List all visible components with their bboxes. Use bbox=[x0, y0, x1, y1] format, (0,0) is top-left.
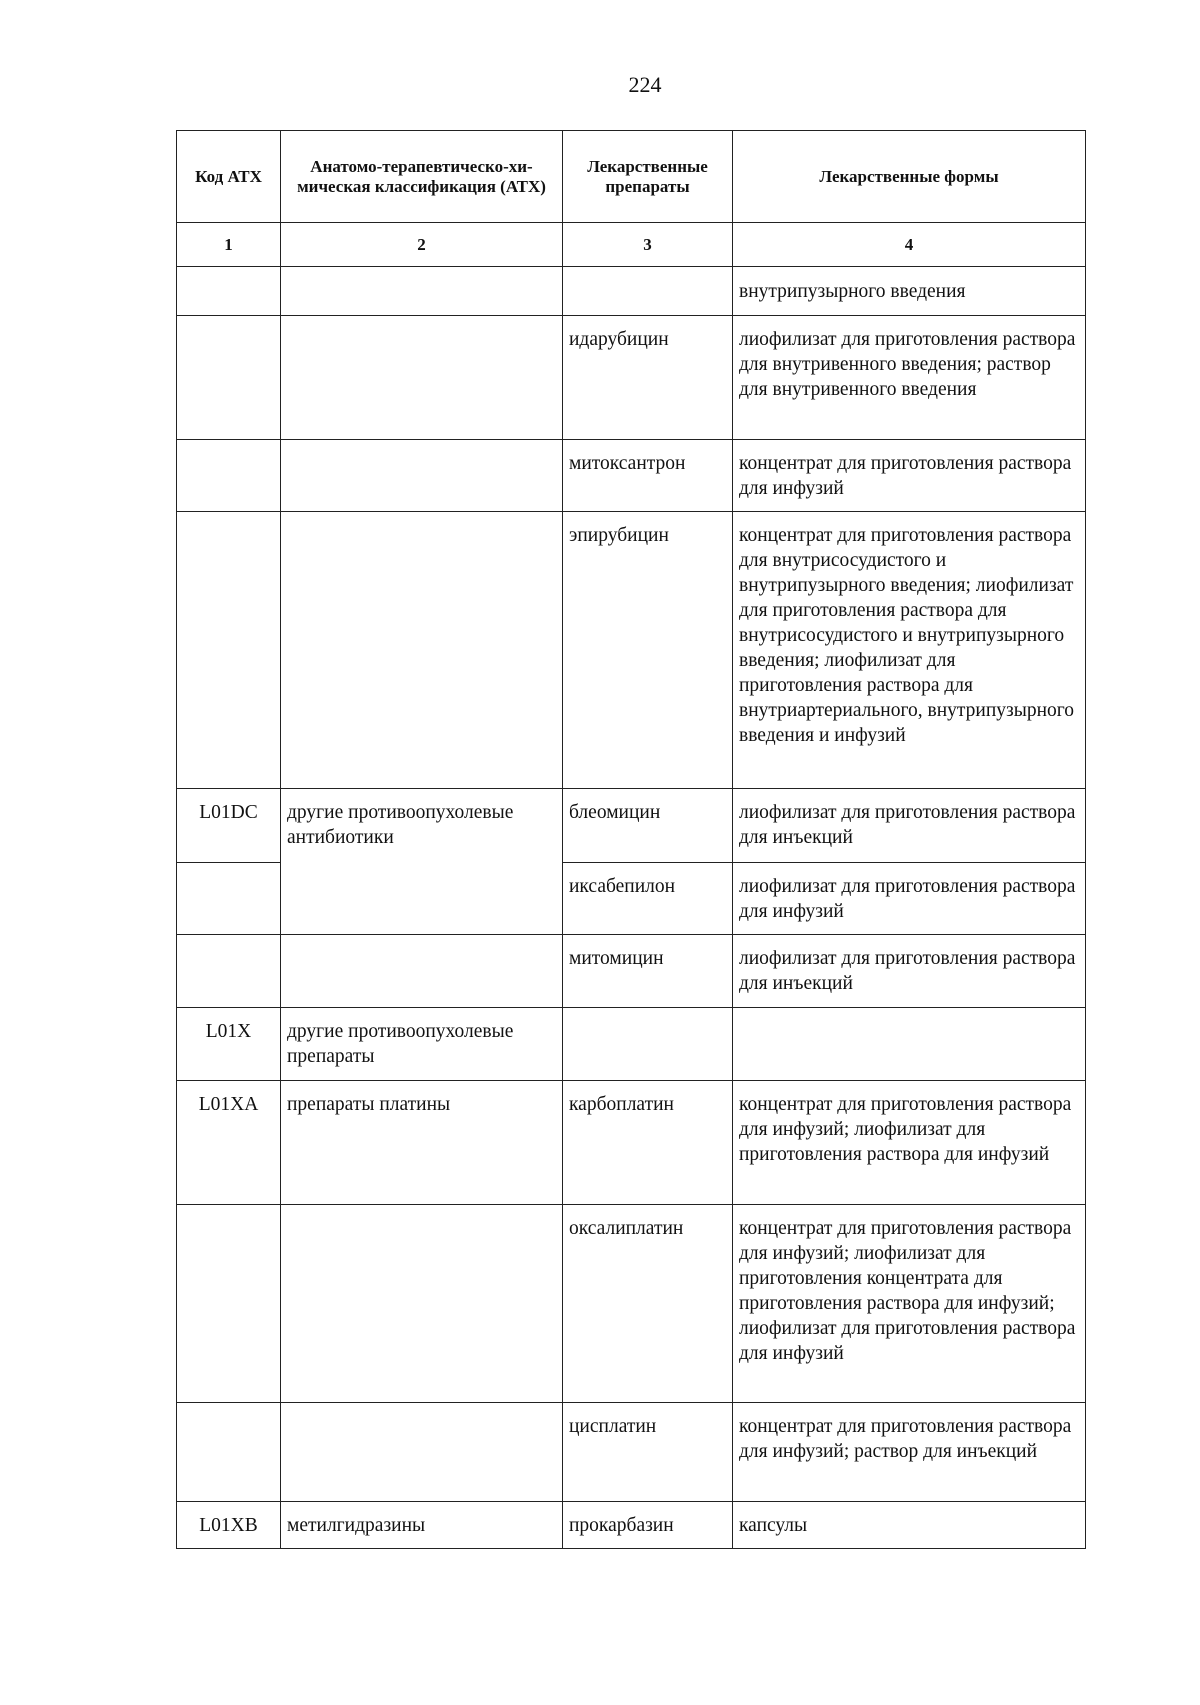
classification-cell: препараты платины bbox=[281, 1081, 563, 1205]
atx-code-cell: L01DC bbox=[177, 789, 281, 863]
drug-cell: эпирубицин bbox=[563, 512, 733, 789]
classification-cell bbox=[281, 512, 563, 789]
drug-cell: митоксантрон bbox=[563, 440, 733, 512]
column-number: 2 bbox=[281, 223, 563, 267]
table-row bbox=[177, 935, 1086, 1008]
forms-cell: концентрат для приготовления раствора для инфузий; раствор для инъекций bbox=[733, 1403, 1086, 1502]
atx-code-cell bbox=[177, 440, 281, 512]
forms-cell: концентрат для приготовления раствора для инфузий; лиофилизат для приготовления раствора для инфузий bbox=[733, 1081, 1086, 1205]
forms-cell: лиофилизат для приготовления раствора для инфузий bbox=[733, 863, 1086, 935]
drug-cell bbox=[563, 1008, 733, 1081]
header-forms: Лекарственные формы bbox=[733, 131, 1086, 223]
table-row bbox=[177, 512, 1086, 789]
column-number-row bbox=[177, 223, 1086, 267]
table-row bbox=[177, 1502, 1086, 1549]
column-number: 4 bbox=[733, 223, 1086, 267]
classification-cell bbox=[281, 1205, 563, 1403]
forms-cell: концентрат для приготовления раствора для внутрисосудистого и внутрипузырного введения; лиофилизат для приготовления раствора для внутрисосудистого и внутрипузырного введения; лиофилизат для приготовления раствора для внутриартериального, внутрипузырного введения и инфузий bbox=[733, 512, 1086, 789]
classification-cell: другие противоопухолевые препараты bbox=[281, 1008, 563, 1081]
forms-cell bbox=[733, 1008, 1086, 1081]
drug-cell bbox=[563, 267, 733, 316]
column-number: 1 bbox=[177, 223, 281, 267]
drug-cell: идарубицин bbox=[563, 316, 733, 440]
header-classification: Анатомо-терапевтическо-хи-мическая классификация (АТХ) bbox=[281, 131, 563, 223]
forms-cell: капсулы bbox=[733, 1502, 1086, 1549]
classification-cell bbox=[281, 267, 563, 316]
atx-code-cell bbox=[177, 863, 281, 935]
classification-cell bbox=[281, 440, 563, 512]
table-row bbox=[177, 1403, 1086, 1502]
drug-cell: блеомицин bbox=[563, 789, 733, 863]
classification-cell: другие противоопухолевые антибиотики bbox=[281, 789, 563, 935]
atx-code-cell bbox=[177, 935, 281, 1008]
header-code: Код АТХ bbox=[177, 131, 281, 223]
table-row bbox=[177, 1205, 1086, 1403]
table-row bbox=[177, 1081, 1086, 1205]
atx-code-cell: L01XB bbox=[177, 1502, 281, 1549]
atx-table bbox=[176, 130, 1086, 1549]
table-row bbox=[177, 1008, 1086, 1081]
page-number: 224 bbox=[628, 72, 662, 97]
atx-code-cell: L01X bbox=[177, 1008, 281, 1081]
forms-cell: концентрат для приготовления раствора для инфузий bbox=[733, 440, 1086, 512]
header-row bbox=[177, 131, 1086, 223]
header-drugs: Лекарственные препараты bbox=[563, 131, 733, 223]
table-row bbox=[177, 440, 1086, 512]
column-number: 3 bbox=[563, 223, 733, 267]
atx-code-cell bbox=[177, 1403, 281, 1502]
atx-code-cell bbox=[177, 267, 281, 316]
forms-cell: концентрат для приготовления раствора для инфузий; лиофилизат для приготовления концентрата для приготовления раствора для инфузий; лиофилизат для приготовления раствора для инфузий bbox=[733, 1205, 1086, 1403]
drug-cell: цисплатин bbox=[563, 1403, 733, 1502]
classification-cell: метилгидразины bbox=[281, 1502, 563, 1549]
atx-code-cell: L01XA bbox=[177, 1081, 281, 1205]
table-row bbox=[177, 267, 1086, 316]
atx-code-cell bbox=[177, 316, 281, 440]
drug-cell: карбоплатин bbox=[563, 1081, 733, 1205]
drug-cell: оксалиплатин bbox=[563, 1205, 733, 1403]
classification-cell bbox=[281, 935, 563, 1008]
forms-cell: лиофилизат для приготовления раствора для внутривенного введения; раствор для внутривенного введения bbox=[733, 316, 1086, 440]
atx-code-cell bbox=[177, 512, 281, 789]
classification-cell bbox=[281, 316, 563, 440]
table-row bbox=[177, 316, 1086, 440]
forms-cell: внутрипузырного введения bbox=[733, 267, 1086, 316]
classification-cell bbox=[281, 1403, 563, 1502]
forms-cell: лиофилизат для приготовления раствора для инъекций bbox=[733, 935, 1086, 1008]
atx-code-cell bbox=[177, 1205, 281, 1403]
drug-cell: митомицин bbox=[563, 935, 733, 1008]
table-row bbox=[177, 789, 1086, 863]
drug-cell: иксабепилон bbox=[563, 863, 733, 935]
drug-cell: прокарбазин bbox=[563, 1502, 733, 1549]
forms-cell: лиофилизат для приготовления раствора для инъекций bbox=[733, 789, 1086, 863]
